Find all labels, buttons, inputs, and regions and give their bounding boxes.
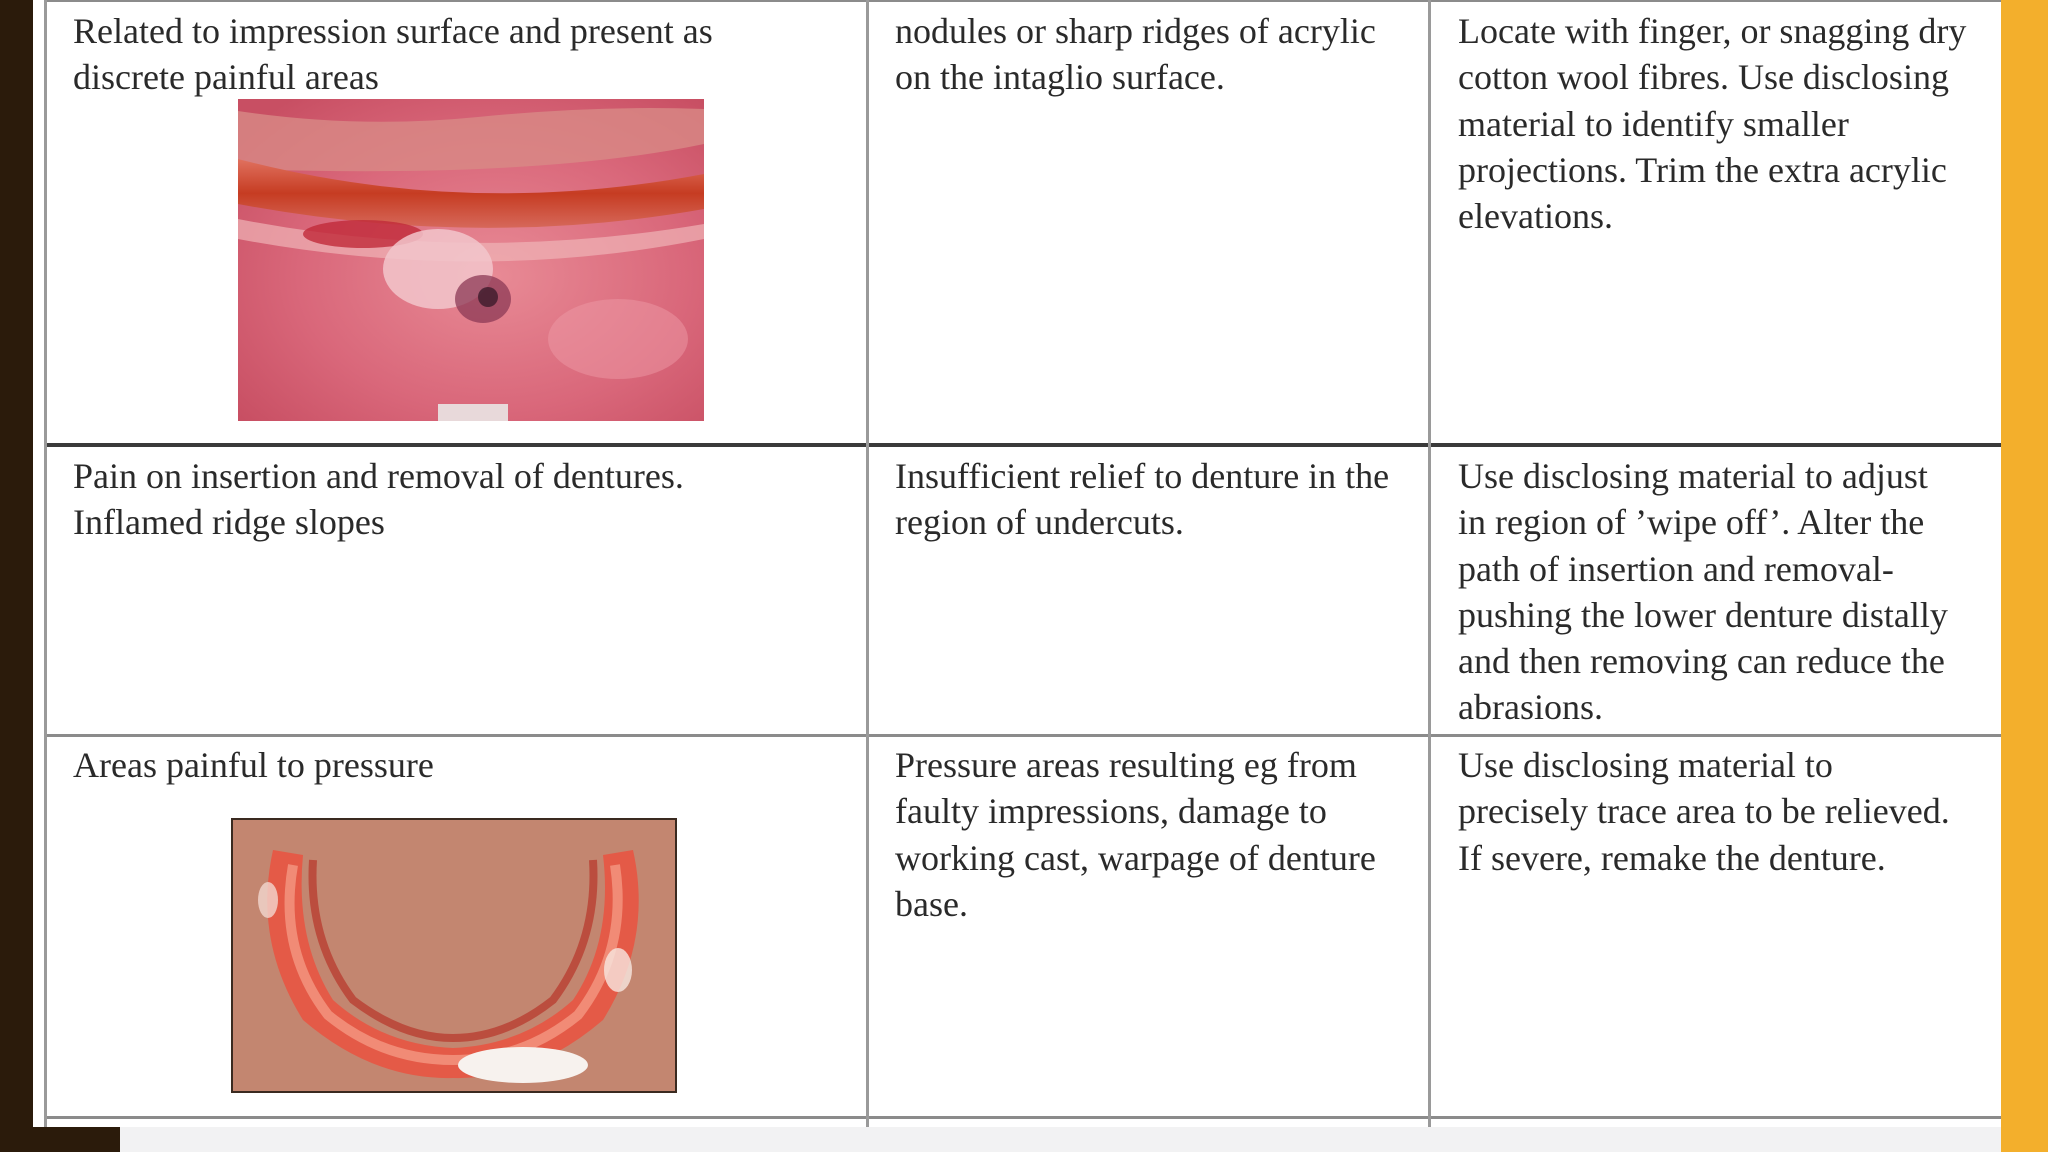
denture-problems-table (44, 0, 2001, 1127)
row2-treatment: Use disclosing material to adjust in region of ’wipe off’. Alter the path of insertion and removal- pushing the lower denture distally and then removing can reduce the abrasions. (1458, 456, 1948, 728)
bottom-left-band (33, 1127, 120, 1152)
row1-symptom: Related to impression surface and present as discrete painful areas (73, 11, 713, 98)
column-border-left (44, 0, 47, 1127)
row2-cause: Insufficient relief to denture in the region of undercuts. (895, 456, 1390, 543)
column-divider-1 (866, 0, 869, 1127)
row1-cause: nodules or sharp ridges of acrylic on the intaglio surface. (895, 11, 1376, 98)
row3-symptom: Areas painful to pressure (73, 745, 434, 785)
row3-treatment: Use disclosing material to precisely trace area to be relieved. If severe, remake the denture. (1458, 745, 1950, 878)
table-top-rule (44, 0, 2001, 2)
row2-symptom: Pain on insertion and removal of dentures. Inflamed ridge slopes (73, 456, 684, 543)
column-divider-2 (1428, 0, 1431, 1127)
left-border-band (0, 0, 33, 1152)
denture-pressure-photo (231, 818, 677, 1093)
mucosal-ulcer-photo (238, 99, 704, 421)
row3-cause: Pressure areas resulting eg from faulty impressions, damage to working cast, warpage of denture base. (895, 745, 1376, 924)
row-divider-1 (44, 443, 2001, 447)
right-accent-band (2001, 0, 2048, 1152)
row-divider-2 (44, 734, 2001, 737)
bottom-strip (120, 1127, 2001, 1152)
table-bottom-rule (44, 1116, 2001, 1119)
row1-treatment: Locate with finger, or snagging dry cotton wool fibres. Use disclosing material to identify smaller projections. Trim the extra acrylic elevations. (1458, 11, 1967, 237)
